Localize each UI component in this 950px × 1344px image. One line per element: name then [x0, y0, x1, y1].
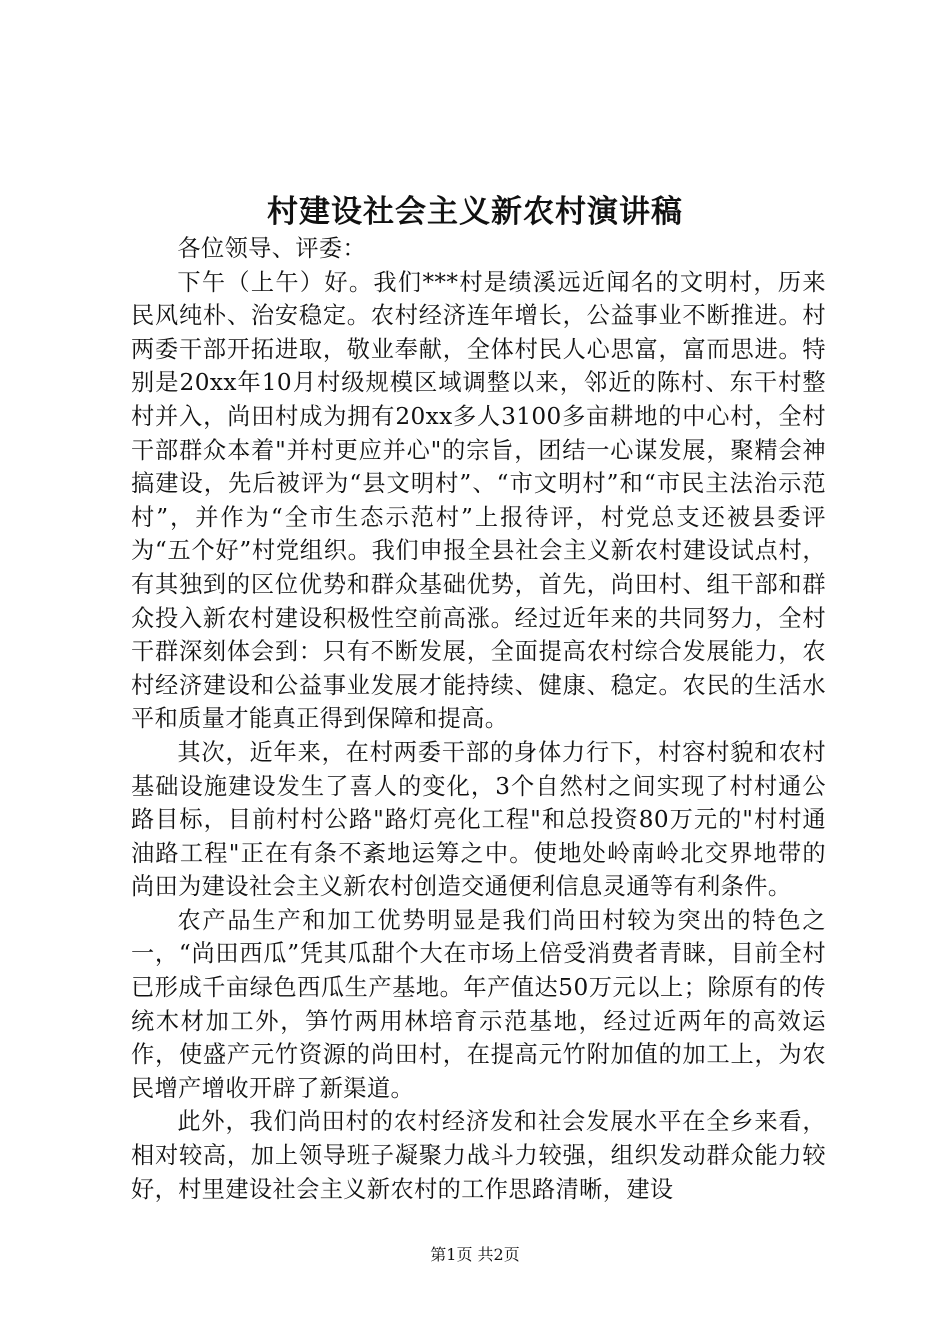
- paragraph-4: 此外，我们尚田村的农村经济发和社会发展水平在全乡来看，相对较高，加上领导班子凝聚力战斗力较强，组织发动群众能力较好，村里建设社会主义新农村的工作思路清晰，建设: [131, 1108, 826, 1203]
- page-title: 村建设社会主义新农村演讲稿: [267, 194, 683, 230]
- paragraph-2: 其次，近年来，在村两委干部的身体力行下，村容村貌和农村基础设施建设发生了喜人的变化，3个自然村之间实现了村村通公路目标，目前村村公路"路灯亮化工程"和总投资80万元的"村村通油路工程"正在有条不紊地运筹之中。使地处岭南岭北交界地带的尚田为建设社会主义新农村创造交通便利信息灵通等有利条件。: [131, 738, 826, 901]
- document-body: [131, 232, 826, 1206]
- paragraph-1: 下午（上午）好。我们***村是绩溪远近闻名的文明村，历来民风纯朴、治安稳定。农村经济连年增长，公益事业不断推进。村两委干部开拓进取，敬业奉献，全体村民人心思富，富而思进。特别是20xx年10月村级规模区域调整以来，邻近的陈村、东干村整村并入，尚田村成为拥有20xx多人3100多亩耕地的中心村，全村干部群众本着"并村更应并心"的宗旨，团结一心谋发展，聚精会神搞建设，先后被评为“县文明村”、“市文明村”和“市民主法治示范村”，并作为“全市生态示范村”上报待评，村党总支还被县委评为“五个好”村党组织。我们申报全县社会主义新农村建设试点村，有其独到的区位优势和群众基础优势，首先，尚田村、组干部和群众投入新农村建设积极性空前高涨。经过近年来的共同努力，全村干群深刻体会到：只有不断发展，全面提高农村综合发展能力，农村经济建设和公益事业发展才能持续、健康、稳定。农民的生活水平和质量才能真正得到保障和提高。: [131, 268, 826, 733]
- paragraph-3: 农产品生产和加工优势明显是我们尚田村较为突出的特色之一，“尚田西瓜”凭其瓜甜个大在市场上倍受消费者青睐，目前全村已形成千亩绿色西瓜生产基地。年产值达50万元以上；除原有的传统木材加工外，笋竹两用林培育示范基地，经过近两年的高效运作，使盛产元竹资源的尚田村，在提高元竹附加值的加工上，为农民增产增收开辟了新渠道。: [131, 906, 826, 1102]
- salutation: 各位领导、评委：: [177, 235, 367, 262]
- page-number-footer: 第1页 共2页: [430, 1245, 520, 1264]
